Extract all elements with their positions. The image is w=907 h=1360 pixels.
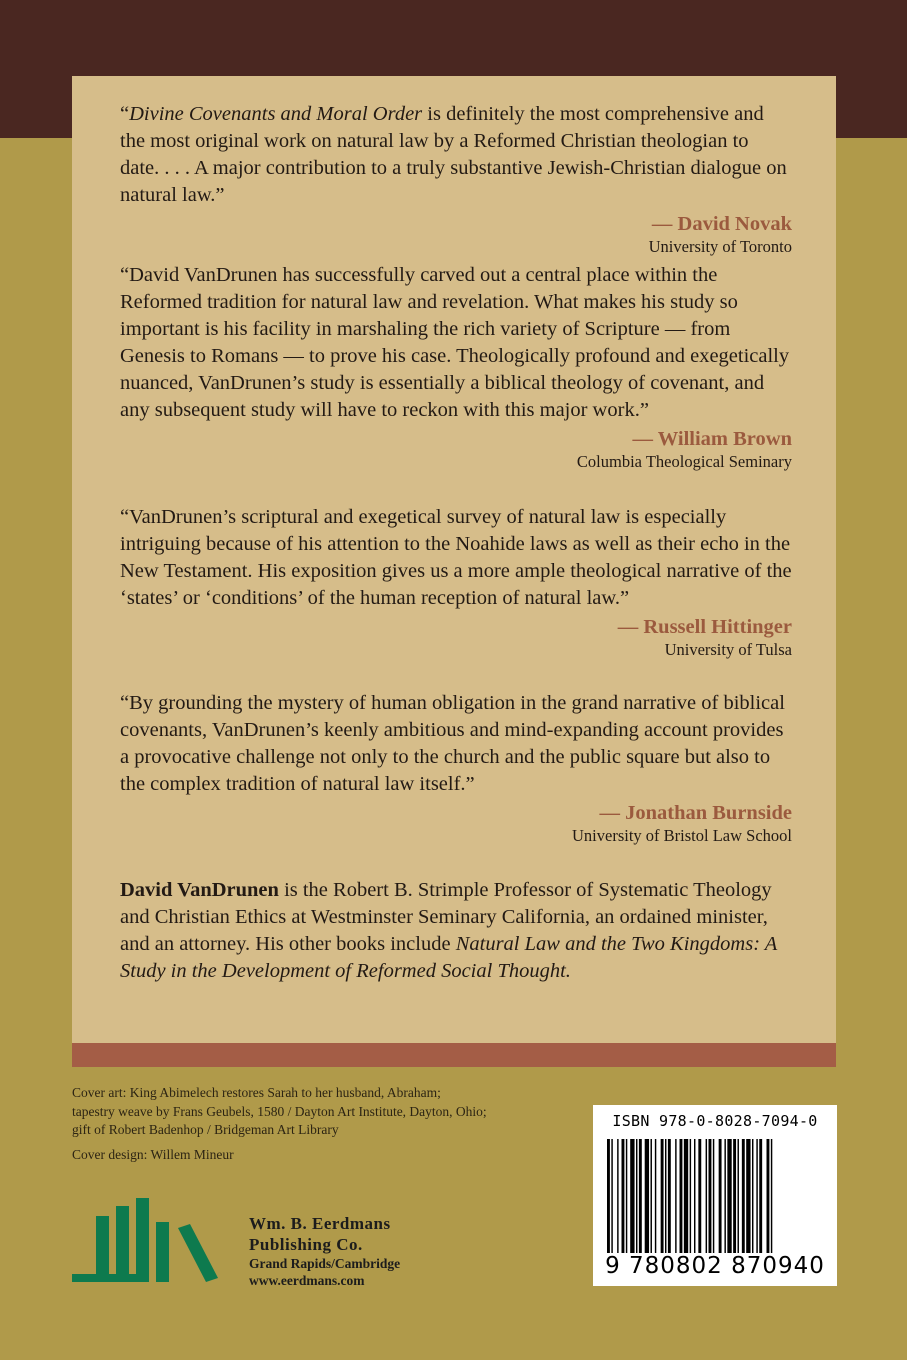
publisher-name: Wm. B. Eerdmans [249, 1214, 391, 1233]
attribution [120, 427, 792, 473]
author-affiliation: Columbia Theological Seminary [576, 452, 792, 471]
bio-name: David VanDrunen [120, 879, 279, 901]
author-affiliation: University of Bristol Law School [572, 826, 792, 845]
author-name: — David Novak [651, 213, 792, 235]
blurb-text: “David VanDrunen has successfully carved out a central place within the Reformed tradition for natural law and revelation. What makes his study so important is his facility in marshaling the rich variety of Scripture — from Genesis to Romans — to prove his case. Theologically profound and exegetically nuanced, VanDrunen’s study is essentially a biblical theology of covenant, and any subsequent study will have to reckon with this major work.” [120, 264, 790, 421]
barcode-bar [767, 1139, 770, 1253]
barcode-bar [746, 1139, 750, 1253]
attribution [120, 212, 792, 258]
isbn-label: ISBN 978-0-8028-7094-0 [612, 1112, 818, 1130]
barcode-bar [709, 1139, 712, 1253]
credit-line: gift of Robert Badenhop / Bridgeman Art Library [72, 1122, 339, 1137]
cover-credits [72, 1084, 572, 1164]
barcode-bar [771, 1139, 772, 1253]
divider-bar [72, 1043, 836, 1067]
barcode-bar [661, 1139, 664, 1253]
barcode-bar [719, 1139, 722, 1253]
cover-design-credit: Cover design: Willem Mineur [72, 1146, 234, 1162]
barcode-bar [684, 1139, 688, 1253]
barcode-bar [607, 1139, 610, 1253]
barcode-bar [645, 1139, 649, 1253]
book-title: Divine Covenants and Moral Order [129, 103, 423, 125]
barcode-bar [738, 1139, 739, 1253]
barcode-bar [733, 1139, 736, 1253]
barcode-bar [727, 1139, 731, 1253]
publisher-block [249, 1213, 400, 1289]
barcode-bar [694, 1139, 695, 1253]
bio-text: is the Robert B. Strimple Professor of Systematic Theology and Christian Ethics at Westminster Seminary California, an ordained minister, and an attorney. His other books include [120, 879, 772, 955]
blurb-text: “VanDrunen’s scriptural and exegetical survey of natural law is especially intriguing because of his attention to the Noahide laws as well as their echo in the New Testament. His exposition gives us a more ample theological narrative of the ‘states’ or ‘conditions’ of the human reception of natural law.” [120, 506, 792, 609]
barcode-icon [607, 1139, 823, 1253]
barcode-bar [724, 1139, 725, 1253]
barcode-bar [698, 1139, 701, 1253]
publisher-url: www.eerdmans.com [249, 1273, 365, 1288]
barcode-bar [636, 1139, 637, 1253]
attribution [120, 801, 792, 847]
barcode-bar [665, 1139, 666, 1253]
barcode-bar [713, 1139, 714, 1253]
barcode-bar [680, 1139, 683, 1253]
author-affiliation: University of Toronto [648, 237, 792, 256]
barcode-bar [617, 1139, 618, 1253]
barcode-bar [626, 1139, 627, 1253]
credit-line: tapestry weave by Frans Geubels, 1580 / Dayton Art Institute, Dayton, Ohio; [72, 1103, 487, 1119]
barcode-bar [759, 1139, 762, 1253]
eerdmans-logo-icon [72, 1198, 242, 1286]
blurb-novak [120, 101, 792, 258]
blurb-text: “By grounding the mystery of human obligation in the grand narrative of biblical covenants, VanDrunen’s keenly ambitious and mind-expanding account provides a provocative challenge not only to the church and the public square but also to the complex tradition of natural law itself.” [120, 692, 785, 795]
author-bio [120, 877, 792, 985]
barcode-bar [651, 1139, 652, 1253]
barcode-box [593, 1105, 837, 1286]
author-affiliation: University of Tulsa [664, 640, 792, 659]
barcode-bar [742, 1139, 745, 1253]
barcode-digits: 9 780802 870940 [605, 1253, 825, 1279]
author-name: — Russell Hittinger [617, 616, 792, 638]
barcode-bar [668, 1139, 671, 1253]
author-name: — Jonathan Burnside [599, 802, 792, 824]
blurb-text: “Divine Covenants and Moral Order is definitely the most comprehensive and the most original work on natural law by a Reformed Christian theologian to date. . . . A major contribution to a truly substantive Jewish-Christian dialogue on natural law.” [120, 103, 787, 206]
bio-book-title: Natural Law and the Two Kingdoms: A Study in the Development of Reformed Social Thought. [120, 933, 777, 982]
blurb-brown [120, 262, 792, 473]
attribution [120, 615, 792, 661]
blurb-hittinger [120, 504, 792, 661]
credit-line: Cover art: King Abimelech restores Sarah to her husband, Abraham; [72, 1085, 441, 1100]
barcode-bar [611, 1139, 612, 1253]
publisher-name-2: Publishing Co. [249, 1235, 363, 1254]
barcode-bar [706, 1139, 707, 1253]
barcode-bar [675, 1139, 676, 1253]
barcode-bar [639, 1139, 642, 1253]
barcode-bar [622, 1139, 625, 1253]
publisher-location: Grand Rapids/Cambridge [249, 1256, 401, 1271]
blurb-burnside [120, 690, 792, 847]
author-name: — William Brown [632, 428, 792, 450]
barcode-bar [756, 1139, 757, 1253]
barcode-bar [655, 1139, 656, 1253]
barcode-bar [630, 1139, 634, 1253]
barcode-bar [690, 1139, 691, 1253]
barcode-bar [752, 1139, 753, 1253]
